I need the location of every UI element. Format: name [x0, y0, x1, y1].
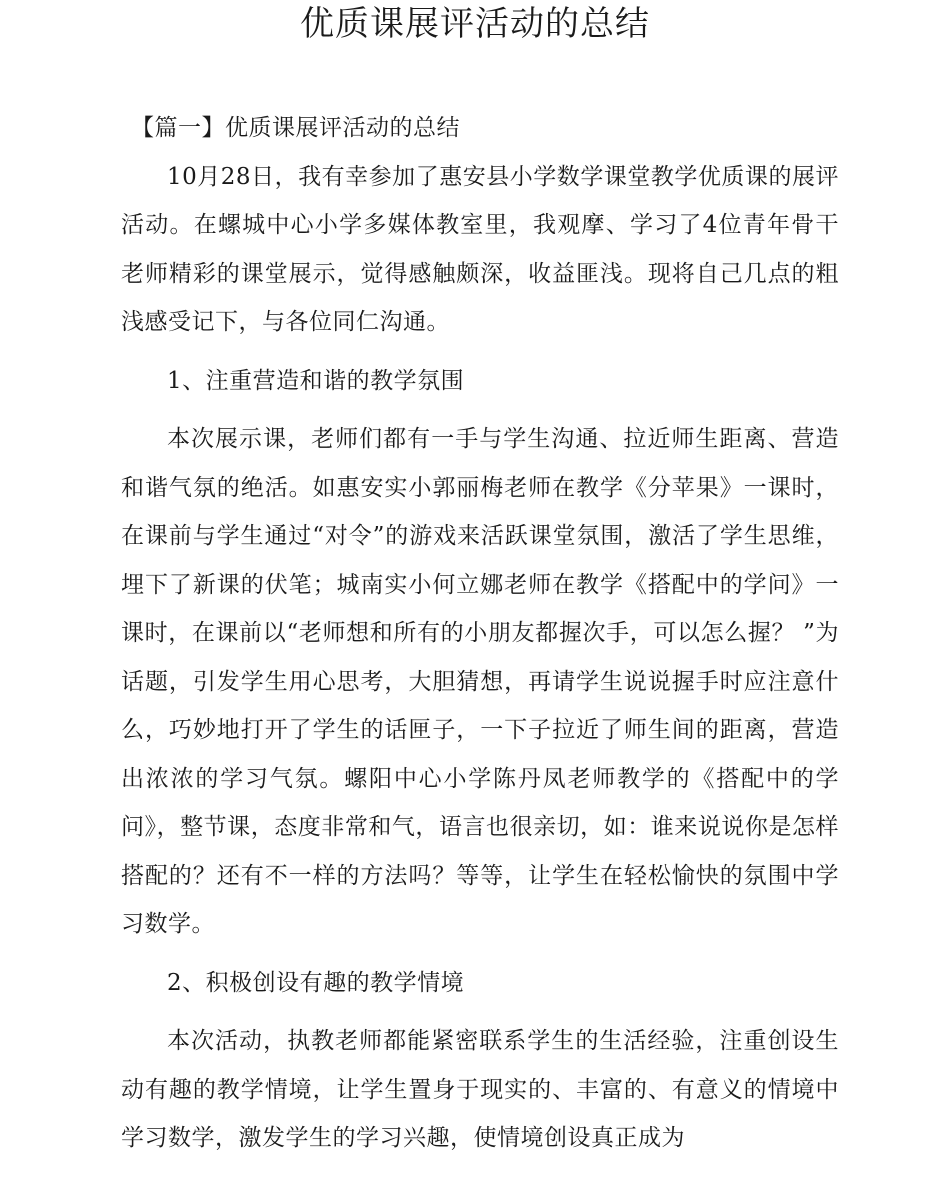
- document-title: 优质课展评活动的总结: [300, 4, 650, 44]
- section-heading-1: 1、注重营造和谐的教学氛围: [167, 367, 465, 394]
- section-heading-2: 2、积极创设有趣的教学情境: [167, 969, 465, 996]
- section-label: 【篇一】优质课展评活动的总结: [131, 115, 460, 141]
- document-body: [121, 104, 839, 1163]
- paragraph-situation: 本次活动，执教老师都能紧密联系学生的生活经验，注重创设生动有趣的教学情境，让学生置身于现实的、丰富的、有意义的情境中学习数学，激发学生的学习兴趣，使情境创设真正成为: [121, 1028, 839, 1151]
- paragraph-intro: 10月28日，我有幸参加了惠安县小学数学课堂教学优质课的展评活动。在螺城中心小学多媒体教室里，我观摩、学习了4位青年骨干老师精彩的课堂展示，觉得感触颇深，收益匪浅。现将自己几点的粗浅感受记下，与各位同仁沟通。: [121, 163, 839, 335]
- paragraph-atmosphere: 本次展示课，老师们都有一手与学生沟通、拉近师生距离、营造和谐气氛的绝活。如惠安实小郭丽梅老师在教学《分苹果》一课时，在课前与学生通过“对令”的游戏来活跃课堂氛围，激活了学生思维，埋下了新课的伏笔；城南实小何立娜老师在教学《搭配中的学问》一课时，在课前以“老师想和所有的小朋友都握次手，可以怎么握？ ”为话题，引发学生用心思考，大胆猜想，再请学生说说握手时应注意什么，巧妙地打开了学生的话匣子，一下子拉近了师生间的距离，营造出浓浓的学习气氛。螺阳中心小学陈丹凤老师教学的《搭配中的学问》，整节课，态度非常和气，语言也很亲切，如：谁来说说你是怎样搭配的？还有不一样的方法吗？等等，让学生在轻松愉快的氛围中学习数学。: [121, 426, 839, 937]
